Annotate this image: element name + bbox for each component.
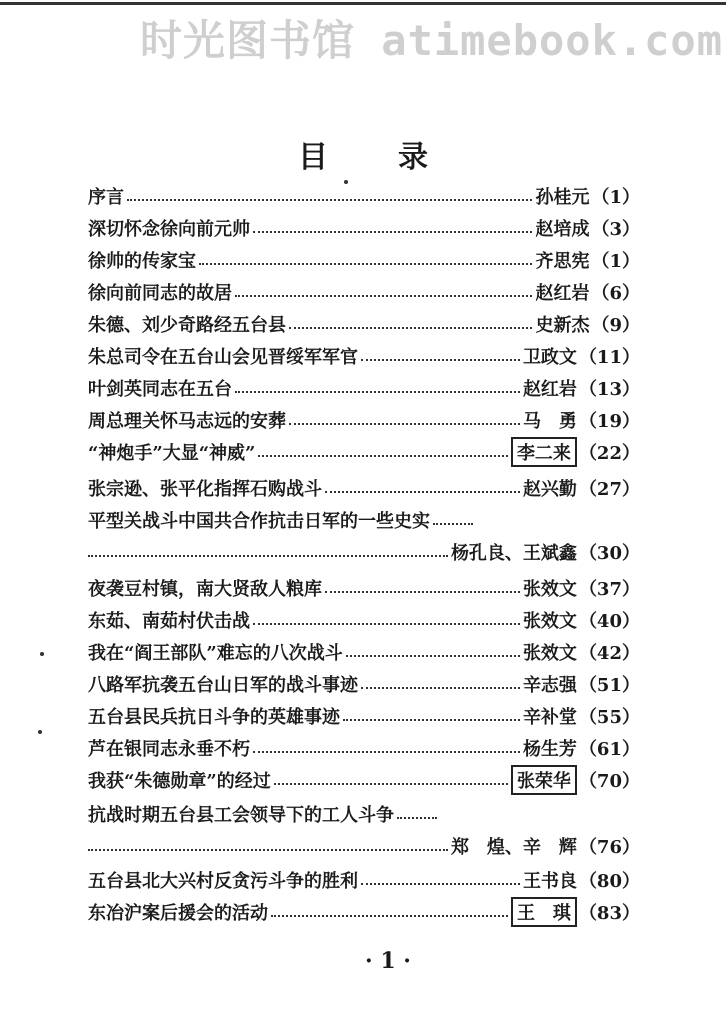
page-number: · 1 · xyxy=(365,948,411,974)
toc-entry-author: 马 勇 xyxy=(522,411,577,432)
toc-entry-author: 赵红岩 xyxy=(522,379,577,400)
leader-dots xyxy=(253,751,520,753)
toc-entry-page: （3） xyxy=(591,219,640,240)
leader-dots xyxy=(88,849,448,851)
toc-entry-author: 张效文 xyxy=(522,611,577,632)
toc-entry-title: 抗战时期五台县工会领导下的工人斗争 xyxy=(88,805,394,826)
toc-entry-author: 杨生芳 xyxy=(522,739,577,760)
toc-entry-page: （70） xyxy=(578,771,640,792)
toc-entry-title: 深切怀念徐向前元帅 xyxy=(88,219,250,240)
toc-entry xyxy=(88,732,640,764)
toc-entry-page: （37） xyxy=(578,579,640,600)
toc-entry-author: 郑 煌、辛 辉 xyxy=(450,837,577,858)
toc-entry-page: （80） xyxy=(578,871,640,892)
toc-entry-author: 齐思宪 xyxy=(535,251,590,272)
toc-entry xyxy=(88,604,640,636)
toc-entry-author: 王 琪 xyxy=(511,897,577,927)
toc-entry-title: 我在“阎王部队”难忘的八次战斗 xyxy=(88,643,343,664)
top-border xyxy=(0,2,726,5)
toc-entry-title: 朱总司令在五台山会见晋绥军军官 xyxy=(88,347,358,368)
toc-entry xyxy=(88,764,640,796)
leader-dots xyxy=(235,295,532,297)
leader-dots xyxy=(199,263,532,265)
leader-dots xyxy=(258,455,508,457)
toc-entry-title: 夜袭豆村镇，南大贤敌人粮库 xyxy=(88,579,322,600)
toc-entry xyxy=(88,212,640,244)
toc-entry-author: 孙桂元 xyxy=(535,187,590,208)
toc-entry-page: （22） xyxy=(578,443,640,464)
leader-dots xyxy=(343,719,520,721)
toc-entry-title: 周总理关怀马志远的安葬 xyxy=(88,411,286,432)
toc-entry xyxy=(88,504,640,536)
toc-entry-title: 序言 xyxy=(88,187,124,208)
toc-entry-page: （40） xyxy=(578,611,640,632)
toc-entry-page: （42） xyxy=(578,643,640,664)
toc-entry-title: 徐帅的传家宝 xyxy=(88,251,196,272)
toc-entry-author: 赵红岩 xyxy=(535,283,590,304)
leader-dots xyxy=(253,623,520,625)
toc-entry-title: 平型关战斗中国共合作抗击日军的一些史实 xyxy=(88,511,430,532)
toc-entry-author: 辛补堂 xyxy=(522,707,577,728)
toc-entry-page: （9） xyxy=(591,315,640,336)
ink-speck xyxy=(40,652,44,656)
toc-entry-title: 徐向前同志的故居 xyxy=(88,283,232,304)
toc-entry xyxy=(88,308,640,340)
toc-entry xyxy=(88,436,640,468)
toc-entry-author: 李二来 xyxy=(511,437,577,467)
toc-entry xyxy=(88,180,640,212)
toc-entry-title: “神炮手”大显“神威” xyxy=(88,443,256,464)
toc-entry xyxy=(88,864,640,896)
toc-entry xyxy=(88,404,640,436)
leader-dots xyxy=(433,523,473,525)
toc-entry-page: （19） xyxy=(578,411,640,432)
toc-entry-title: 朱德、刘少奇路经五台县 xyxy=(88,315,286,336)
toc-entry-page: （27） xyxy=(578,479,640,500)
toc-entry xyxy=(88,636,640,668)
leader-dots xyxy=(253,231,532,233)
leader-dots xyxy=(127,199,532,201)
toc-entry-author: 赵兴勤 xyxy=(522,479,577,500)
toc-entry xyxy=(88,830,640,862)
leader-dots xyxy=(397,817,437,819)
toc-entry-page: （61） xyxy=(578,739,640,760)
toc-entry-page: （76） xyxy=(578,837,640,858)
toc-entry-title: 张宗逊、张平化指挥石购战斗 xyxy=(88,479,322,500)
toc-entry xyxy=(88,276,640,308)
toc-entry xyxy=(88,798,640,830)
toc-entry-page: （11） xyxy=(578,347,640,368)
toc-entry-title: 芦在银同志永垂不朽 xyxy=(88,739,250,760)
ink-speck xyxy=(38,730,42,734)
toc-entry-title: 东冶沪案后援会的活动 xyxy=(88,903,268,924)
leader-dots xyxy=(325,591,520,593)
toc-entry-page: （51） xyxy=(578,675,640,696)
toc-entry-title: 叶剑英同志在五台 xyxy=(88,379,232,400)
leader-dots xyxy=(346,655,520,657)
toc-entry xyxy=(88,896,640,928)
leader-dots xyxy=(289,327,532,329)
toc-entry xyxy=(88,244,640,276)
toc-entry xyxy=(88,340,640,372)
toc-entry-page: （1） xyxy=(591,251,640,272)
toc-entry-title: 我获“朱德勋章”的经过 xyxy=(88,771,271,792)
watermark: 时光图书馆 atimebook.com xyxy=(140,16,724,65)
toc-entry-author: 赵培成 xyxy=(535,219,590,240)
leader-dots xyxy=(361,687,520,689)
leader-dots xyxy=(289,423,520,425)
leader-dots xyxy=(271,915,508,917)
leader-dots xyxy=(361,359,520,361)
toc-entry xyxy=(88,700,640,732)
toc-entry xyxy=(88,372,640,404)
toc-entry-title: 五台县北大兴村反贪污斗争的胜利 xyxy=(88,871,358,892)
toc-entry-title: 五台县民兵抗日斗争的英雄事迹 xyxy=(88,707,340,728)
toc-entry-title: 八路军抗袭五台山日军的战斗事迹 xyxy=(88,675,358,696)
toc-title: 目录 xyxy=(298,140,498,175)
toc-entry-author: 杨孔良、王斌鑫 xyxy=(450,543,577,564)
leader-dots xyxy=(325,491,520,493)
toc-entry-page: （55） xyxy=(578,707,640,728)
toc-entry-page: （6） xyxy=(591,283,640,304)
toc-entry-author: 卫政文 xyxy=(522,347,577,368)
toc-entry-author: 史新杰 xyxy=(535,315,590,336)
leader-dots xyxy=(88,555,448,557)
leader-dots xyxy=(274,783,508,785)
leader-dots xyxy=(361,883,520,885)
toc-entry xyxy=(88,572,640,604)
toc-entry-page: （30） xyxy=(578,543,640,564)
toc-entry xyxy=(88,536,640,568)
toc-entry-title: 东茹、南茹村伏击战 xyxy=(88,611,250,632)
toc-entry-author: 王书良 xyxy=(522,871,577,892)
toc-entry-page: （1） xyxy=(591,187,640,208)
leader-dots xyxy=(235,391,520,393)
toc-entry-author: 辛志强 xyxy=(522,675,577,696)
toc-entry-author: 张效文 xyxy=(522,643,577,664)
toc-entry xyxy=(88,668,640,700)
ink-speck xyxy=(344,180,348,184)
toc-entry-page: （83） xyxy=(578,903,640,924)
toc-entry-author: 张效文 xyxy=(522,579,577,600)
toc-entry-page: （13） xyxy=(578,379,640,400)
toc-entry-author: 张荣华 xyxy=(511,765,577,795)
toc-entry xyxy=(88,472,640,504)
